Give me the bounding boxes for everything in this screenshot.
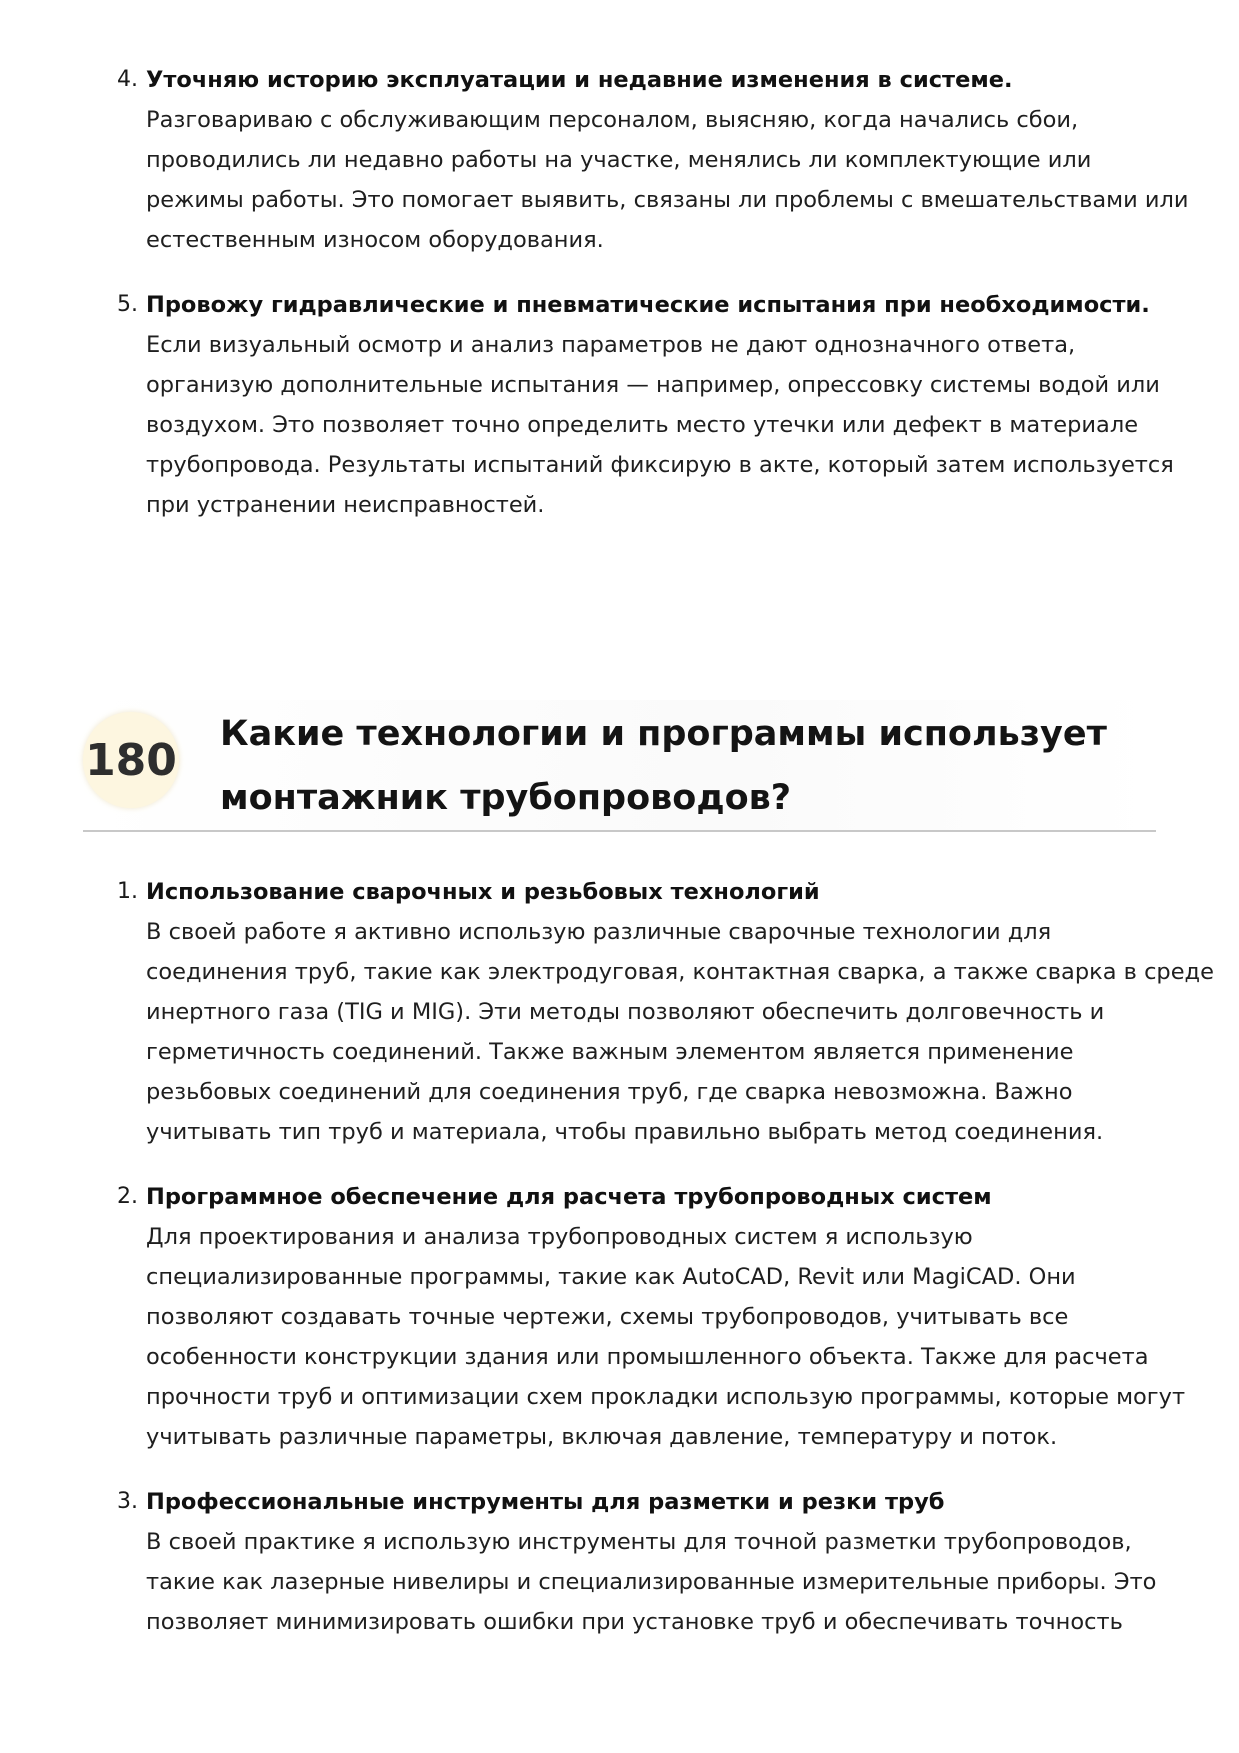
list-item-body: [146, 912, 1214, 1152]
body-line: Разговариваю с обслуживающим персоналом, выясняю, когда начались сбои,: [146, 107, 1079, 133]
body-line: при устранении неисправностей.: [146, 492, 545, 518]
list-item-body: [146, 325, 1174, 525]
body-line: Если визуальный осмотр и анализ параметров не дают однозначного ответа,: [146, 332, 1076, 358]
body-line: резьбовых соединений для соединения труб, где сварка невозможна. Важно: [146, 1079, 1073, 1105]
body-line: воздухом. Это позволяет точно определить место утечки или дефект в материале: [146, 412, 1139, 438]
body-line: организую дополнительные испытания — например, опрессовку системы водой или: [146, 372, 1160, 398]
list-item: [0, 285, 1239, 525]
body-line: специализированные программы, такие как AutoCAD, Revit или MagiCAD. Они: [146, 1264, 1076, 1290]
list-item: [0, 872, 1239, 1152]
list-item-body: [146, 1522, 1161, 1642]
list-item: [0, 1482, 1239, 1642]
body-line: режимы работы. Это помогает выявить, связаны ли проблемы с вмешательствами или: [146, 187, 1189, 213]
body-line: особенности конструкции здания или промышленного объекта. Также для расчета: [146, 1344, 1149, 1370]
list-item-body: [146, 100, 1189, 260]
body-line: Для проектирования и анализа трубопроводных систем я использую: [146, 1224, 973, 1250]
question-title-line: Какие технологии и программы использует: [220, 714, 1107, 754]
list-item-number: 3.: [117, 1489, 138, 1514]
body-line: учитывать различные параметры, включая давление, температуру и поток.: [146, 1424, 1058, 1450]
list-item-title: Программное обеспечение для расчета трубопроводных систем: [146, 1184, 992, 1210]
body-line: В своей работе я активно использую различные сварочные технологии для: [146, 919, 1052, 945]
body-line: естественным износом оборудования.: [146, 227, 604, 253]
body-line: инертного газа (TIG и MIG). Эти методы позволяют обеспечить долговечность и: [146, 999, 1105, 1025]
body-line: герметичность соединений. Также важным элементом является применение: [146, 1039, 1074, 1065]
list-item-number: 5.: [117, 292, 138, 317]
list-item-number: 4.: [117, 67, 138, 92]
body-line: В своей практике я использую инструменты для точной разметки трубопроводов,: [146, 1529, 1132, 1555]
list-item-title: Профессиональные инструменты для разметки и резки труб: [146, 1489, 945, 1515]
question-header: [83, 700, 1156, 832]
list-item-body: [146, 1217, 1186, 1457]
list-item-title: Использование сварочных и резьбовых технологий: [146, 879, 820, 905]
list-item: [0, 60, 1239, 260]
body-line: позволяют создавать точные чертежи, схемы трубопроводов, учитывать все: [146, 1304, 1069, 1330]
list-item-title: Провожу гидравлические и пневматические испытания при необходимости.: [146, 292, 1150, 318]
question-number-badge: 180: [83, 712, 179, 808]
list-item: [0, 1177, 1239, 1457]
question-title: [220, 702, 1150, 830]
answer-list-previous: [0, 60, 1239, 525]
body-line: позволяет минимизировать ошибки при установке труб и обеспечивать точность: [146, 1609, 1123, 1635]
list-item-number: 1.: [117, 879, 138, 904]
body-line: такие как лазерные нивелиры и специализированные измерительные приборы. Это: [146, 1569, 1157, 1595]
body-line: соединения труб, такие как электродуговая, контактная сварка, а также сварка в среде: [146, 959, 1214, 985]
body-line: проводились ли недавно работы на участке, менялись ли комплектующие или: [146, 147, 1092, 173]
body-line: учитывать тип труб и материала, чтобы правильно выбрать метод соединения.: [146, 1119, 1104, 1145]
list-item-number: 2.: [117, 1184, 138, 1209]
body-line: трубопровода. Результаты испытаний фиксирую в акте, который затем используется: [146, 452, 1174, 478]
question-title-line: монтажник трубопроводов?: [220, 778, 792, 818]
body-line: прочности труб и оптимизации схем прокладки использую программы, которые могут: [146, 1384, 1186, 1410]
list-item-title: Уточняю историю эксплуатации и недавние изменения в системе.: [146, 67, 1013, 93]
answer-list: [0, 872, 1239, 1642]
